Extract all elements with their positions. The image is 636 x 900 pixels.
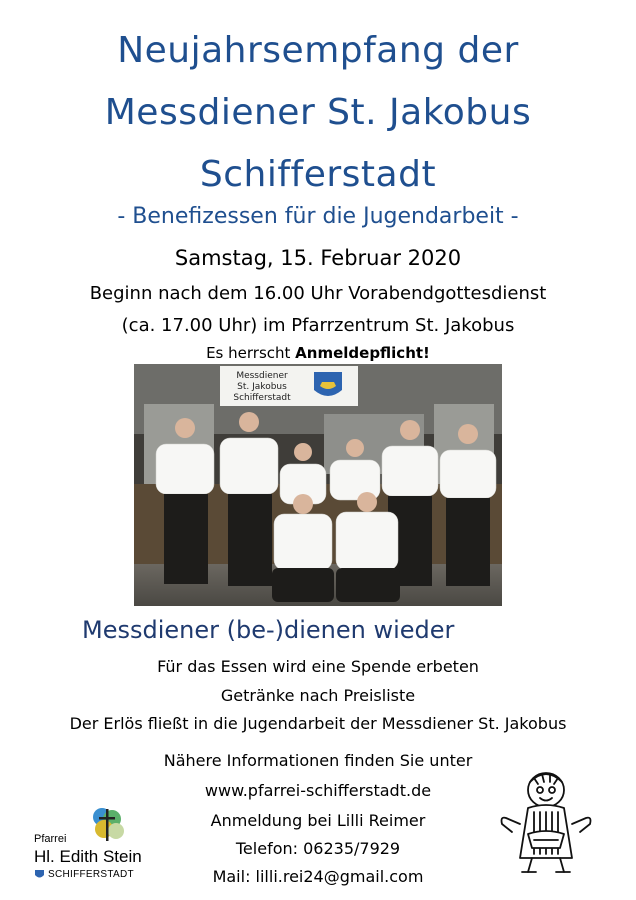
- registration-notice: [0, 344, 636, 362]
- info-donation: Für das Essen wird eine Spende erbeten: [157, 657, 479, 676]
- event-location: (ca. 17.00 Uhr) im Pfarrzentrum St. Jakobus: [121, 315, 515, 336]
- banner-line-2: St. Jakobus: [237, 382, 287, 392]
- logo-name: Hl. Edith Stein: [34, 847, 142, 866]
- info-drinks: Getränke nach Preisliste: [220, 686, 416, 705]
- parish-cross-icon: [86, 807, 130, 847]
- info-proceeds: Der Erlös fließt in die Jugendarbeit der Messdiener St. Jakobus: [69, 714, 567, 733]
- parish-logo: [30, 807, 180, 887]
- registration-bold: Anmeldepflicht!: [295, 344, 430, 362]
- title-line-3: Schifferstadt: [199, 154, 437, 195]
- banner-crest-icon: [314, 372, 342, 396]
- banner-line-3: Schifferstadt: [233, 393, 291, 403]
- town-crest-icon: [34, 869, 45, 880]
- title-line-1: Neujahrsempfang der: [117, 30, 519, 71]
- subtitle: - Benefizessen für die Jugendarbeit -: [117, 204, 519, 229]
- altar-server-mascot-icon: [498, 768, 594, 878]
- info-phone: Telefon: 06235/7929: [235, 839, 401, 858]
- slogan: Messdiener (be-)dienen wieder: [82, 616, 455, 644]
- group-photo-illustration: [134, 364, 502, 606]
- info-more: Nähere Informationen finden Sie unter: [163, 751, 473, 770]
- group-photo: [134, 364, 502, 606]
- info-website: www.pfarrei-schifferstadt.de: [204, 781, 432, 800]
- event-date: Samstag, 15. Februar 2020: [174, 246, 462, 270]
- logo-pfarrei: Pfarrei: [34, 833, 67, 845]
- logo-town: SCHIFFERSTADT: [48, 869, 134, 880]
- banner-line-1: Messdiener: [236, 371, 288, 381]
- info-contact-person: Anmeldung bei Lilli Reimer: [210, 811, 426, 830]
- registration-prefix: Es herrscht: [206, 344, 296, 362]
- info-email: Mail: lilli.rei24@gmail.com: [212, 867, 424, 886]
- title-line-2: Messdiener St. Jakobus: [104, 92, 532, 133]
- event-begin: Beginn nach dem 16.00 Uhr Vorabendgottesdienst: [89, 283, 547, 304]
